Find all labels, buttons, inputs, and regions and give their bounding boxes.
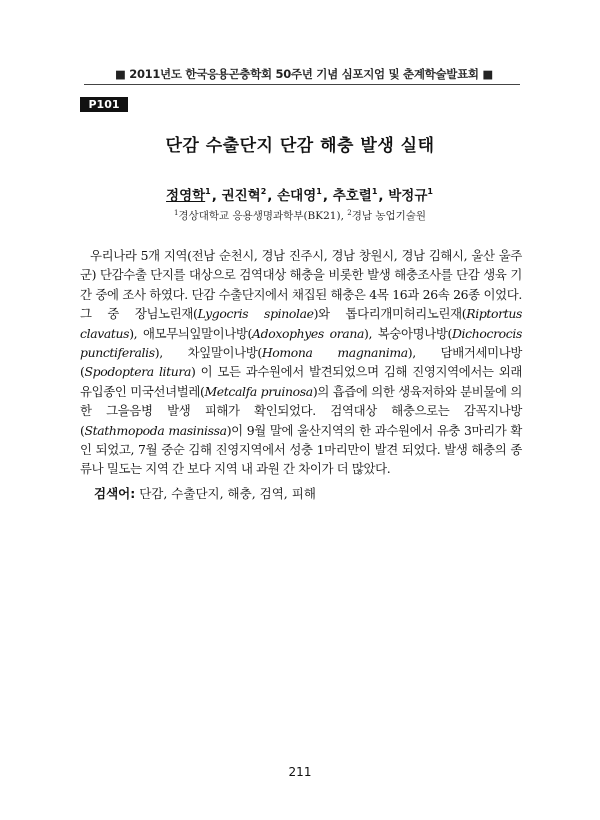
abstract-text: ), 복숭아명나방( [364,325,452,341]
keywords-text: 단감, 수출단지, 해충, 검역, 피해 [135,486,316,501]
abstract-text: ), 애모무늬잎말이나방( [129,325,253,341]
page-number: 211 [288,765,312,779]
author-name: 추호렬 [332,188,372,204]
author-separator: , [378,188,389,204]
author-list [60,184,540,204]
abstract-text: )의 흡즙에 의한 생육저하와 분비물에 의한 그을음병 발생 피해가 확인되었다. 검역대상 해충으로는 감꼭지나방( [80,383,522,438]
presentation-code-badge: P101 [80,97,128,112]
affiliation-mark: 1 [316,187,322,196]
author [388,188,434,204]
author-name: 정영학 [166,188,206,204]
author-separator: , [267,188,278,204]
affiliation-mark: 2 [347,209,352,217]
author-name: 박정규 [388,188,428,204]
paper-title: 단감 수출단지 단감 해충 발생 실태 [165,136,435,156]
species-name: Spodoptera litura [84,364,192,380]
author-name: 손대영 [277,188,317,204]
author-name: 권진혁 [221,188,261,204]
header-rule [84,84,520,85]
species-name: Metcalfa pruinosa [204,383,313,399]
author [333,188,389,204]
abstract-text: ), 차잎말이나방( [154,345,262,361]
affiliation-text: 경남 농업기술원 [351,210,427,222]
species-name: Homona magnanima [261,345,408,361]
affiliation-mark: 1 [205,187,211,196]
keywords-label: 검색어: [94,486,136,501]
abstract-text: )이 9월 말에 울산지역의 한 과수원에서 유충 3마리가 확인 되었고, 7월 중순 김해 진영지역에서 성충 1마리만이 발견 되었다. 발생 해충의 종류나 밀도는 지역 간 보다 지역 내 과원 간 차이가 더 많았다. [80,422,522,477]
affiliation-mark: 1 [371,187,378,196]
species-name: Adoxophyes orana [252,325,364,341]
keywords-line [94,484,520,502]
running-header: ■ 2011년도 한국응용곤충학회 50주년 기념 심포지엄 및 춘계학술발표회 ■ [114,67,493,81]
author [277,188,333,204]
species-name: Dichocrocis punctiferalis [80,325,522,361]
author-separator: , [322,188,333,204]
abstract-text: ), 담배거세미나방( [80,345,522,380]
abstract-text: ) 이 모든 과수원에서 발견되었으며 김해 진영지역에서는 외래 유입종인 미국선녀벌레( [80,364,522,399]
affiliations [60,208,540,223]
affiliation-text: 경상대학교 응용생명과학부(BK21), [178,210,348,222]
affiliation-mark: 2 [260,187,267,196]
abstract-text: )와 톱다리개미허리노린재( [313,306,467,322]
species-name: Riptortus clavatus [80,306,523,341]
affiliation-mark: 1 [427,187,433,196]
author [166,188,222,204]
author-separator: , [211,188,222,204]
author [222,188,278,204]
abstract-text: 우리나라 5개 지역(전남 순천시, 경남 진주시, 경남 창원시, 경남 김해시, 울산 울주군) 단감수출 단지를 대상으로 검역대상 해충을 비롯한 발생 해충조사를 단감 생육 기간 중에 조사 하였다. 단감 수출단지에서 채집된 해충은 4목 16과 26속 26종 이었다. 그 중 장님노린재( [80,248,522,322]
affiliation-mark: 1 [173,209,179,217]
species-name: Stathmopoda masinissa [84,422,227,438]
abstract-paragraph [80,246,522,479]
species-name: Lygocris spinolae [197,306,314,322]
